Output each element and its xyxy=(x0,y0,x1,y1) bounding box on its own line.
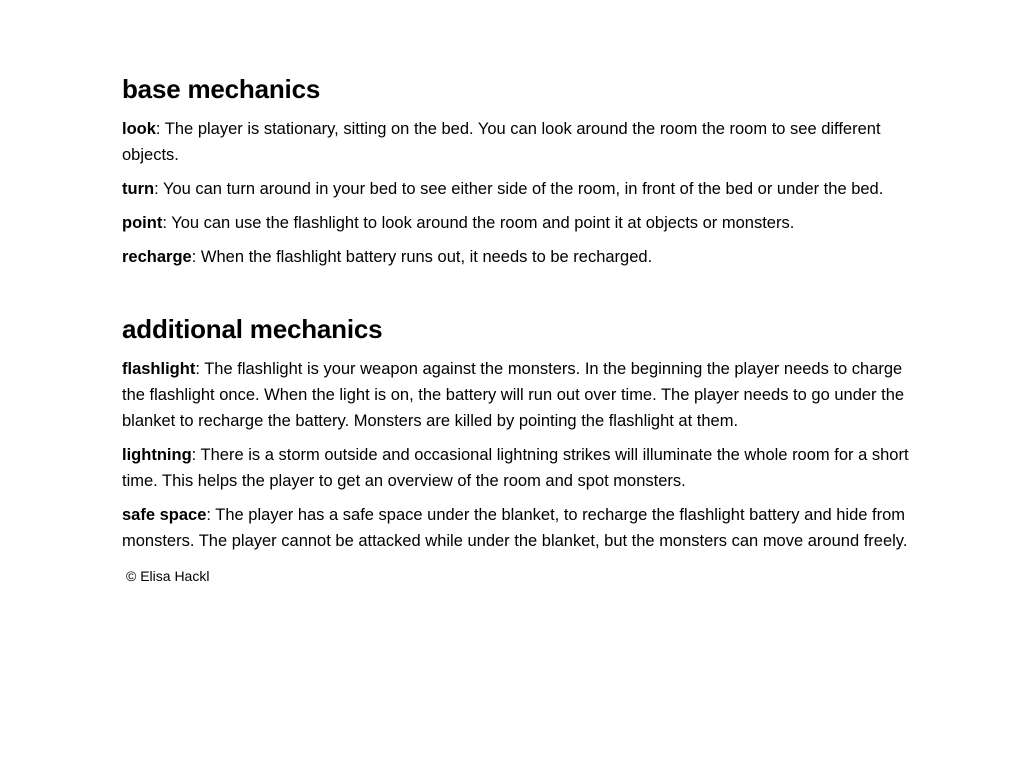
document xyxy=(122,72,912,586)
entry-term: look xyxy=(122,120,156,138)
entry-separator: : xyxy=(155,120,165,138)
entry-safe-space xyxy=(122,502,912,554)
entry-flashlight xyxy=(122,356,912,434)
entry-text: You can use the flashlight to look around the room and point it at objects or monsters. xyxy=(171,214,795,232)
section-heading: additional mechanics xyxy=(122,314,383,344)
entry-text: The player is stationary, sitting on the bed. You can look around the room the room to see different objects. xyxy=(122,120,881,164)
entry-separator: : xyxy=(191,446,201,464)
entry-text: You can turn around in your bed to see either side of the room, in front of the bed or under the bed. xyxy=(162,180,884,198)
entry-separator: : xyxy=(154,180,163,198)
entry-term: safe space xyxy=(122,506,207,524)
entry-term: flashlight xyxy=(122,360,196,378)
section-heading: base mechanics xyxy=(122,74,321,104)
entry-text: The player has a safe space under the blanket, to recharge the flashlight battery and hide from monsters. The player cannot be attacked while under the blanket, but the monsters can move around freely. xyxy=(122,506,908,550)
entry-turn xyxy=(122,176,912,202)
section-additional-mechanics xyxy=(122,312,912,554)
entry-term: point xyxy=(122,214,163,232)
entry-point xyxy=(122,210,912,236)
entry-text: There is a storm outside and occasional lightning strikes will illuminate the whole room for a short time. This helps the player to get an overview of the room and spot monsters. xyxy=(122,446,909,490)
entry-term: lightning xyxy=(122,446,192,464)
entry-lightning xyxy=(122,442,912,494)
entry-text: When the flashlight battery runs out, it needs to be recharged. xyxy=(200,248,653,266)
entry-recharge xyxy=(122,244,912,270)
entry-text: The flashlight is your weapon against the monsters. In the beginning the player needs to charge the flashlight once. When the light is on, the battery will run out over time. The player needs to go under the blanket to recharge the battery. Monsters are killed by pointing the flashlight at them. xyxy=(122,360,905,430)
entry-term: recharge xyxy=(122,248,192,266)
section-base-mechanics xyxy=(122,72,912,270)
entry-separator: : xyxy=(191,248,201,266)
entry-separator: : xyxy=(195,360,205,378)
entry-look xyxy=(122,116,912,168)
entry-term: turn xyxy=(122,180,155,198)
copyright-notice: © Elisa Hackl xyxy=(126,568,210,584)
entry-separator: : xyxy=(206,506,216,524)
entry-separator: : xyxy=(162,214,172,232)
